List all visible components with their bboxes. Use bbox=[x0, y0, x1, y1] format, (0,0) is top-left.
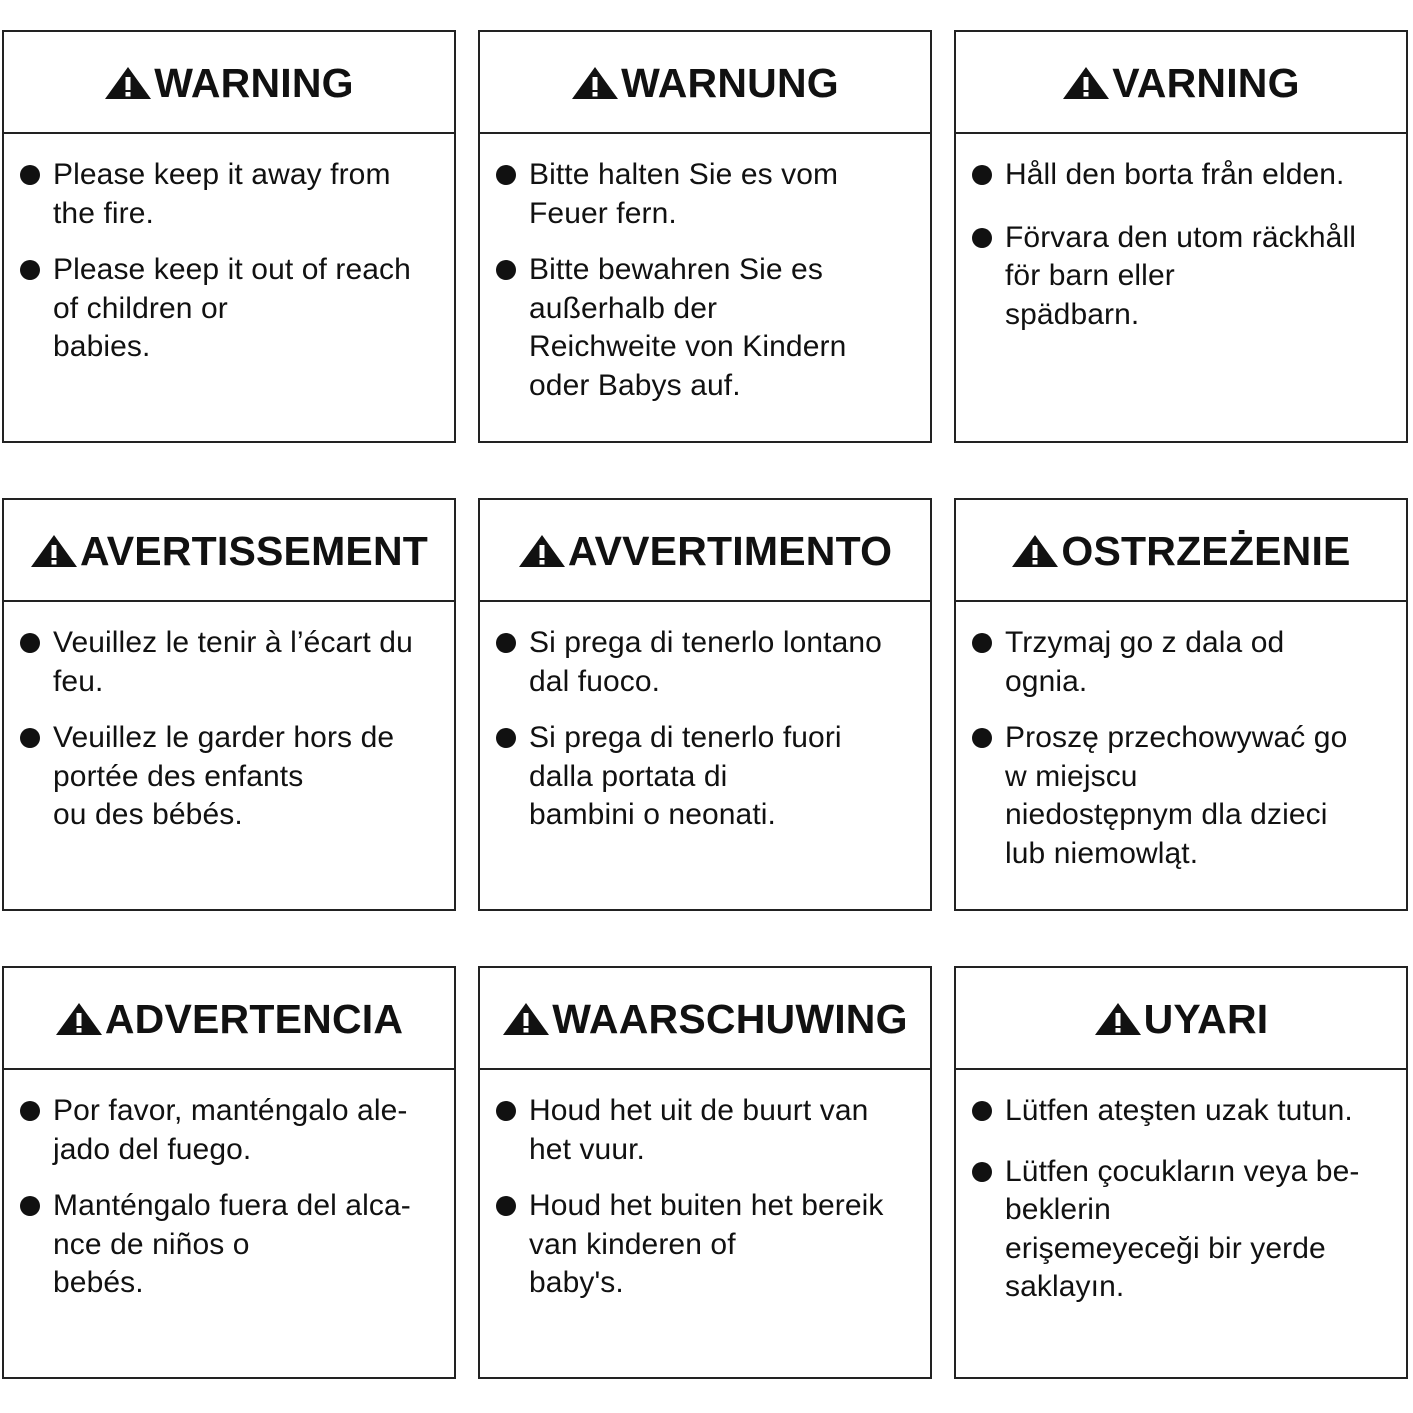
warning-card-dutch bbox=[478, 966, 932, 1379]
warning-triangle-icon bbox=[104, 66, 152, 100]
card-header bbox=[480, 968, 930, 1070]
card-body bbox=[480, 602, 930, 835]
bullet-text: Si prega di tenerlo lontano dal fuoco. bbox=[529, 626, 882, 698]
list-item bbox=[496, 1092, 922, 1169]
warning-card-german bbox=[478, 30, 932, 443]
bullet-icon bbox=[496, 728, 516, 748]
bullet-text: Bitte halten Sie es vom Feuer fern. bbox=[529, 158, 839, 230]
card-header bbox=[4, 500, 454, 602]
warning-card-french bbox=[2, 498, 456, 911]
card-title: WARNUNG bbox=[621, 59, 839, 106]
card-body bbox=[4, 602, 454, 835]
card-title: AVERTISSEMENT bbox=[79, 527, 429, 574]
bullet-icon bbox=[972, 165, 992, 185]
bullet-text: Håll den borta från elden. bbox=[1005, 158, 1345, 191]
card-header bbox=[956, 32, 1406, 134]
card-body bbox=[4, 134, 454, 367]
bullet-icon bbox=[20, 165, 40, 185]
bullet-text: Houd het uit de buurt van het vuur. bbox=[529, 1094, 869, 1166]
card-title: ADVERTENCIA bbox=[104, 995, 404, 1042]
warning-card-turkish bbox=[954, 966, 1408, 1379]
bullet-icon bbox=[20, 633, 40, 653]
bullet-text: Veuillez le tenir à l’écart du feu. bbox=[53, 626, 413, 698]
card-body bbox=[4, 1070, 454, 1303]
list-item bbox=[972, 156, 1398, 195]
list-item bbox=[20, 251, 446, 367]
warning-triangle-icon bbox=[1062, 66, 1110, 100]
card-header bbox=[956, 500, 1406, 602]
bullet-text: Lütfen ateşten uzak tutun. bbox=[1005, 1094, 1353, 1127]
bullet-icon bbox=[496, 260, 516, 280]
bullet-icon bbox=[20, 1101, 40, 1121]
card-body bbox=[956, 134, 1406, 334]
bullet-icon bbox=[972, 1101, 992, 1121]
card-title: VARNING bbox=[1112, 59, 1300, 106]
bullet-text: Lütfen çocukların veya be- beklerin erişemeyeceği bir yerde saklayın. bbox=[1005, 1154, 1360, 1303]
bullet-icon bbox=[496, 633, 516, 653]
bullet-text: Trzymaj go z dala od ognia. bbox=[1005, 626, 1285, 698]
warning-triangle-icon bbox=[55, 1002, 103, 1036]
warning-card-polish bbox=[954, 498, 1408, 911]
list-item bbox=[972, 219, 1398, 335]
warning-triangle-icon bbox=[518, 534, 566, 568]
card-body bbox=[480, 134, 930, 405]
list-item bbox=[496, 1187, 922, 1303]
bullet-text: Veuillez le garder hors de portée des enfants ou des bébés. bbox=[53, 721, 395, 831]
bullet-icon bbox=[496, 1196, 516, 1216]
warning-triangle-icon bbox=[502, 1002, 550, 1036]
list-item bbox=[20, 624, 446, 701]
bullet-icon bbox=[20, 260, 40, 280]
bullet-text: Please keep it out of reach of children or babies. bbox=[53, 253, 411, 363]
list-item bbox=[20, 719, 446, 835]
bullet-icon bbox=[496, 165, 516, 185]
bullet-icon bbox=[972, 1162, 992, 1182]
list-item bbox=[20, 156, 446, 233]
card-title: UYARI bbox=[1143, 995, 1269, 1042]
card-body bbox=[956, 1070, 1406, 1307]
list-item bbox=[972, 1092, 1398, 1131]
card-header bbox=[480, 32, 930, 134]
bullet-icon bbox=[20, 1196, 40, 1216]
list-item bbox=[496, 251, 922, 405]
card-body bbox=[956, 602, 1406, 873]
card-header bbox=[480, 500, 930, 602]
bullet-text: Please keep it away from the fire. bbox=[53, 158, 391, 230]
card-header bbox=[956, 968, 1406, 1070]
warning-triangle-icon bbox=[30, 534, 78, 568]
warning-card-swedish bbox=[954, 30, 1408, 443]
card-title: OSTRZEŻENIE bbox=[1061, 527, 1351, 574]
bullet-text: Si prega di tenerlo fuori dalla portata di bambini o neonati. bbox=[529, 721, 842, 831]
list-item bbox=[972, 719, 1398, 873]
card-header bbox=[4, 968, 454, 1070]
bullet-text: Förvara den utom räckhåll för barn eller spädbarn. bbox=[1005, 220, 1356, 331]
list-item bbox=[496, 156, 922, 233]
bullet-text: Por favor, manténgalo ale- jado del fuego. bbox=[53, 1094, 408, 1166]
card-title: WAARSCHUWING bbox=[552, 995, 908, 1042]
card-title: AVVERTIMENTO bbox=[567, 527, 893, 574]
bullet-icon bbox=[972, 228, 992, 248]
card-title: WARNING bbox=[154, 59, 354, 106]
list-item bbox=[20, 1092, 446, 1169]
bullet-icon bbox=[20, 728, 40, 748]
list-item bbox=[496, 719, 922, 835]
list-item bbox=[20, 1187, 446, 1303]
bullet-text: Manténgalo fuera del alca- nce de niños o bebés. bbox=[53, 1189, 411, 1299]
warning-card-italian bbox=[478, 498, 932, 911]
bullet-text: Proszę przechowywać go w miejscu niedostępnym dla dzieci lub niemowląt. bbox=[1005, 721, 1348, 870]
warning-triangle-icon bbox=[1094, 1002, 1142, 1036]
bullet-icon bbox=[972, 633, 992, 653]
card-body bbox=[480, 1070, 930, 1303]
list-item bbox=[972, 624, 1398, 701]
warning-triangle-icon bbox=[571, 66, 619, 100]
bullet-text: Houd het buiten het bereik van kinderen of baby's. bbox=[529, 1189, 884, 1299]
bullet-text: Bitte bewahren Sie es außerhalb der Reichweite von Kindern oder Babys auf. bbox=[529, 253, 847, 402]
warning-triangle-icon bbox=[1011, 534, 1059, 568]
bullet-icon bbox=[972, 728, 992, 748]
list-item bbox=[972, 1153, 1398, 1307]
bullet-icon bbox=[496, 1101, 516, 1121]
warning-card-english bbox=[2, 30, 456, 443]
warning-card-spanish bbox=[2, 966, 456, 1379]
list-item bbox=[496, 624, 922, 701]
card-header bbox=[4, 32, 454, 134]
